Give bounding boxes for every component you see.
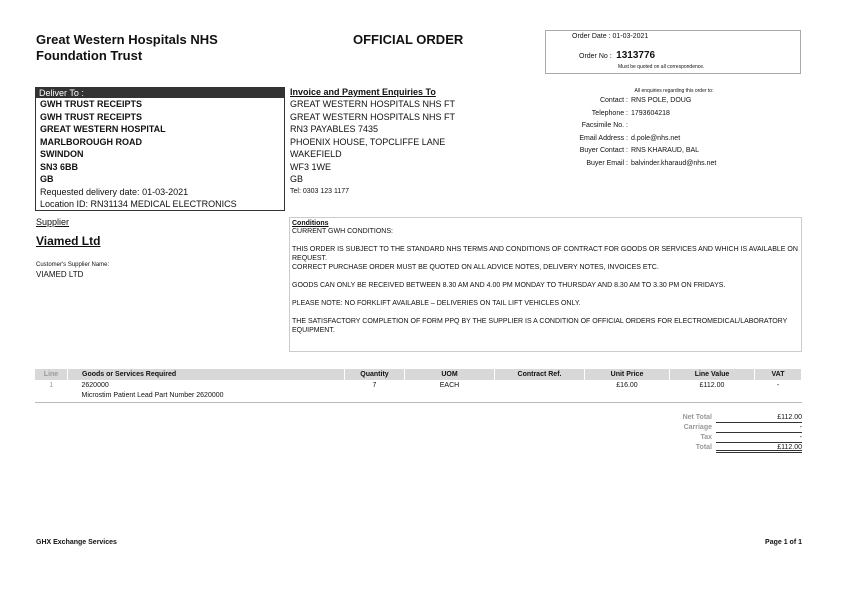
- deliver-line: SN3 6BB: [40, 161, 79, 172]
- conditions-text: THIS ORDER IS SUBJECT TO THE STANDARD NHS TERMS AND CONDITIONS OF CONTRACT FOR GOODS OR SERVICES AND WHICH IS AVAILABLE ON REQUEST.: [292, 246, 798, 262]
- invoice-line: WF3 1WE: [290, 161, 332, 172]
- supplier-name: Viamed Ltd: [36, 234, 101, 248]
- cell-unit-price: £16.00: [585, 380, 670, 403]
- quote-note: Must be quoted on all correspondence.: [618, 64, 705, 70]
- total-label: Net Total: [682, 414, 712, 421]
- contact-label: Contact :: [599, 97, 628, 104]
- contact-row: [548, 145, 800, 158]
- order-no-row: [579, 45, 655, 63]
- cell-contract-ref: [495, 380, 585, 403]
- total-row-carriage: [660, 423, 802, 433]
- contact-label: Email Address :: [579, 134, 628, 142]
- order-date-value: 01-03-2021: [612, 33, 649, 40]
- invoice-line: GREAT WESTERN HOSPITALS NHS FT: [290, 111, 456, 122]
- col-contract-ref: Contract Ref.: [495, 369, 585, 380]
- contact-value: [628, 120, 631, 133]
- contact-details: [548, 87, 800, 170]
- invoice-line: GREAT WESTERN HOSPITALS NHS FT: [290, 99, 456, 109]
- conditions-heading: Conditions: [292, 220, 329, 227]
- col-line-value: Line Value: [670, 369, 755, 380]
- deliver-line: GWH TRUST RECEIPTS: [40, 111, 143, 122]
- total-value: £112.00: [716, 413, 802, 423]
- customer-supplier-name: VIAMED LTD: [36, 270, 84, 279]
- contact-label: Facsimile No. :: [581, 122, 628, 129]
- contact-label: Buyer Contact :: [579, 147, 628, 154]
- contact-row: [548, 158, 800, 171]
- contact-value: RNS KHARAUD, BAL: [631, 147, 700, 154]
- conditions-text: GOODS CAN ONLY BE RECEIVED BETWEEN 8.30 AM AND 4.00 PM MONDAY TO THURSDAY AND 8.30 AM TO 3.30 PM ON FRIDAYS.: [292, 282, 726, 289]
- deliver-line: MARLBOROUGH ROAD: [40, 136, 142, 147]
- cell-line-value: £112.00: [670, 380, 755, 403]
- supplier-heading: Supplier: [36, 217, 70, 227]
- invoice-line: GB: [290, 174, 304, 184]
- total-label: Carriage: [683, 424, 712, 431]
- invoice-heading: Invoice and Payment Enquiries To: [290, 87, 436, 97]
- order-info-box: [545, 30, 801, 74]
- cell-uom: EACH: [405, 380, 495, 403]
- invoice-line: WAKEFIELD: [290, 149, 342, 159]
- cell-vat: -: [755, 380, 802, 403]
- contact-row: [548, 108, 800, 121]
- page-number: Page 1 of 1: [765, 539, 802, 546]
- footer-left: GHX Exchange Services: [36, 539, 117, 546]
- location-id: Location ID: RN31134 MEDICAL ELECTRONICS: [40, 199, 237, 209]
- item-description: Microstim Patient Lead Part Number 2620000: [81, 392, 224, 399]
- contact-row: [548, 120, 800, 133]
- contact-value: d.pole@nhs.net: [631, 134, 681, 142]
- table-row: [35, 380, 802, 403]
- order-no-value: 1313776: [616, 50, 656, 61]
- invoice-enquiries: [290, 87, 545, 198]
- total-value: -: [716, 423, 802, 433]
- order-lines-table: [35, 369, 802, 403]
- totals-block: [660, 413, 802, 453]
- deliver-to-box: [35, 87, 285, 211]
- trust-name-line1: Great Western Hospitals NHS: [36, 32, 218, 47]
- cell-line: 1: [35, 380, 68, 403]
- item-code: 2620000: [81, 382, 109, 389]
- document-title: OFFICIAL ORDER: [353, 32, 464, 47]
- requested-delivery-date: Requested delivery date: 01-03-2021: [40, 186, 189, 197]
- invoice-line: RN3 PAYABLES 7435: [290, 124, 379, 134]
- col-uom: UOM: [405, 369, 495, 380]
- total-label: Tax: [700, 434, 712, 441]
- cell-quantity: 7: [345, 380, 405, 403]
- deliver-line: GREAT WESTERN HOSPITAL: [40, 124, 166, 134]
- order-date-label: Order Date :: [572, 33, 611, 40]
- conditions-text: CORRECT PURCHASE ORDER MUST BE QUOTED ON ALL ADVICE NOTES, DELIVERY NOTES, INVOICES ETC.: [292, 264, 659, 271]
- contact-value: RNS POLE, DOUG: [631, 97, 692, 104]
- total-row-total: [660, 443, 802, 453]
- order-date-row: [572, 33, 648, 40]
- total-row-net: [660, 413, 802, 423]
- deliver-to-heading: Deliver To :: [36, 88, 284, 98]
- total-row-tax: [660, 433, 802, 443]
- col-goods: Goods or Services Required: [68, 369, 345, 380]
- contact-label: Buyer Email :: [586, 159, 628, 167]
- conditions-text: PLEASE NOTE: NO FORKLIFT AVAILABLE – DELIVERIES ON TAIL LIFT VEHICLES ONLY.: [292, 300, 581, 307]
- order-no-label: Order No :: [579, 53, 612, 60]
- deliver-line: SWINDON: [40, 149, 84, 159]
- invoice-tel: Tel: 0303 123 1177: [290, 187, 350, 195]
- total-value: £112.00: [716, 443, 802, 453]
- trust-name-line2: Foundation Trust: [36, 48, 143, 63]
- deliver-line: GB: [40, 174, 54, 184]
- col-vat: VAT: [755, 369, 802, 380]
- contact-label: Telephone :: [591, 109, 628, 117]
- cell-goods: [68, 380, 345, 403]
- col-unit-price: Unit Price: [585, 369, 670, 380]
- total-value: -: [716, 433, 802, 443]
- contact-row: [548, 95, 800, 108]
- customer-supplier-label: Customer's Supplier Name:: [36, 262, 110, 268]
- trust-name: [36, 32, 218, 64]
- contact-row: [548, 133, 800, 146]
- conditions-text: THE SATISFACTORY COMPLETION OF FORM PPQ BY THE SUPPLIER IS A CONDITION OF OFFICIAL ORDERS FOR ELECTROMEDICAL/LABORATORY EQUIPMENT.: [292, 318, 788, 334]
- total-label: Total: [695, 444, 712, 451]
- col-line: Line: [35, 369, 68, 380]
- contact-value: balvinder.kharaud@nhs.net: [631, 159, 717, 167]
- col-quantity: Quantity: [345, 369, 405, 380]
- invoice-line: PHOENIX HOUSE, TOPCLIFFE LANE: [290, 136, 446, 147]
- deliver-line: GWH TRUST RECEIPTS: [40, 99, 143, 109]
- contact-value: 1793604218: [631, 109, 670, 117]
- table-header-row: [35, 369, 802, 380]
- conditions-text: CURRENT GWH CONDITIONS:: [292, 228, 393, 235]
- conditions-box: [289, 217, 802, 352]
- contact-note: All enquiries regarding this order to:: [634, 88, 714, 94]
